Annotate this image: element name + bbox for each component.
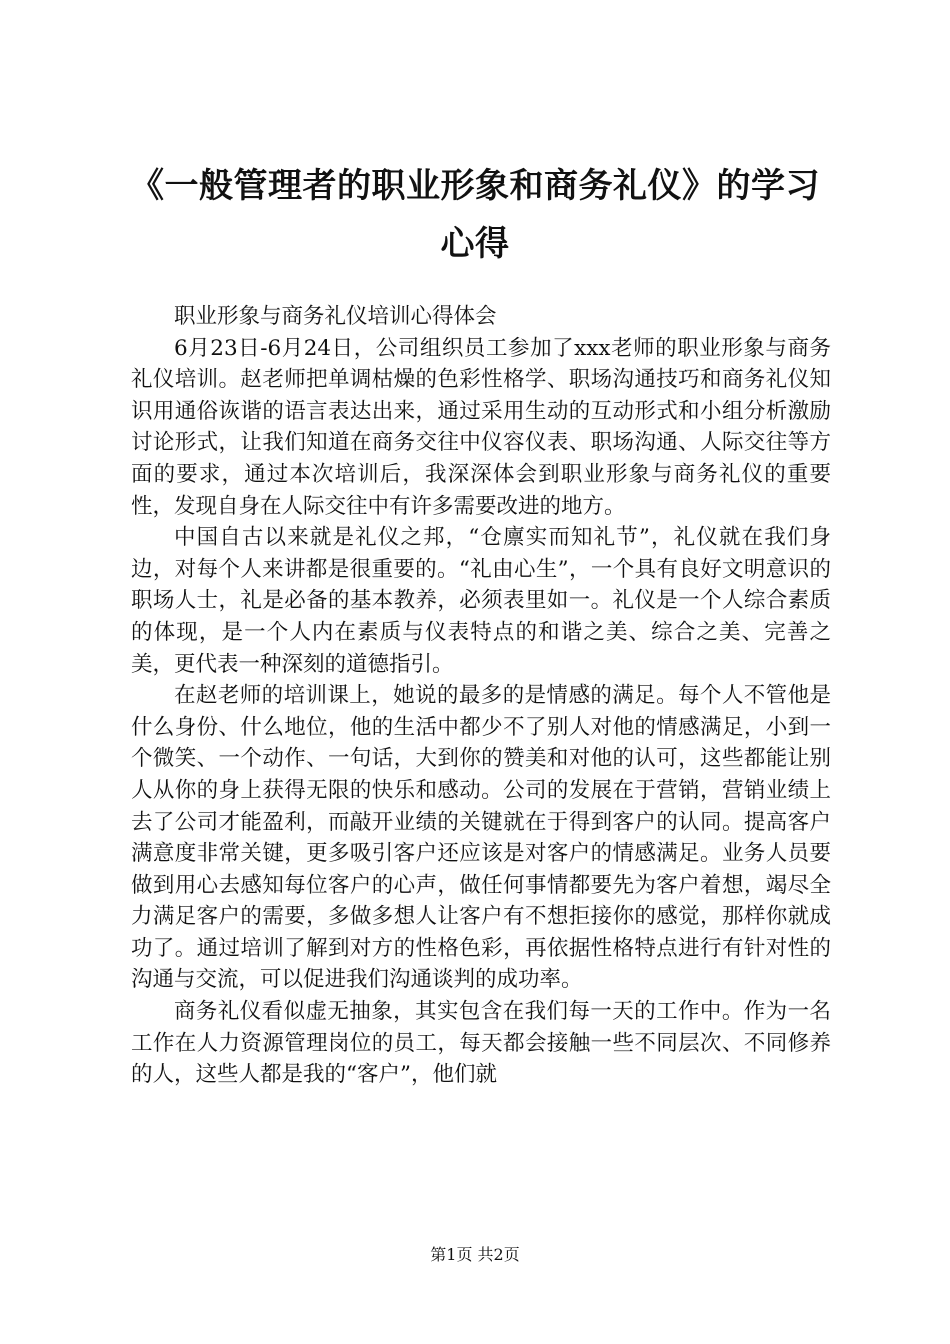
paragraph-4: 商务礼仪看似虚无抽象，其实包含在我们每一天的工作中。作为一名工作在人力资源管理岗位的员工，每天都会接触一些不同层次、不同修养的人，这些人都是我的“客户”，他们就 — [131, 999, 831, 1088]
title-line-1: 《一般管理者的职业形象和商务礼仪》的学习 — [130, 166, 820, 206]
paragraph-3: 在赵老师的培训课上，她说的最多的是情感的满足。每个人不管他是什么身份、什么地位，他的生活中都少不了别人对他的情感满足，小到一个微笑、一个动作、一句话，大到你的赞美和对他的认可，这些都能让别人从你的身上获得无限的快乐和感动。公司的发展在于营销，营销业绩上去了公司才能盈利，而敲开业绩的关键就在于得到客户的认同。提高客户满意度非常关键，更多吸引客户还应该是对客户的情感满足。业务人员要做到用心去感知每位客户的心声，做任何事情都要先为客户着想，竭尽全力满足客户的需要，多做多想人让客户有不想拒接你的感觉，那样你就成功了。通过培训了解到对方的性格色彩，再依据性格特点进行有针对性的沟通与交流，可以促进我们沟通谈判的成功率。 — [131, 683, 831, 993]
paragraph-1: 6月23日-6月24日，公司组织员工参加了xxx老师的职业形象与商务礼仪培训。赵老师把单调枯燥的色彩性格学、职场沟通技巧和商务礼仪知识用通俗诙谐的语言表达出来，通过采用生动的互动形式和小组分析激励讨论形式，让我们知道在商务交往中仪容仪表、职场沟通、人际交往等方面的要求，通过本次培训后，我深深体会到职业形象与商务礼仪的重要性，发现自身在人际交往中有许多需要改进的地方。 — [131, 335, 831, 519]
document-body — [131, 301, 831, 1091]
title-line-2: 心得 — [440, 224, 510, 264]
document-title — [120, 157, 830, 273]
document-subtitle: 职业形象与商务礼仪培训心得体会 — [174, 304, 497, 329]
page-footer: 第1页 共2页 — [430, 1245, 520, 1264]
paragraph-2: 中国自古以来就是礼仪之邦，“仓廪实而知礼节”，礼仪就在我们身边，对每个人来讲都是很重要的。“礼由心生”，一个具有良好文明意识的职场人士，礼是必备的基本教养，必须表里如一。礼仪是一个人综合素质的体现，是一个人内在素质与仪表特点的和谐之美、综合之美、完善之美，更代表一种深刻的道德指引。 — [131, 525, 831, 677]
